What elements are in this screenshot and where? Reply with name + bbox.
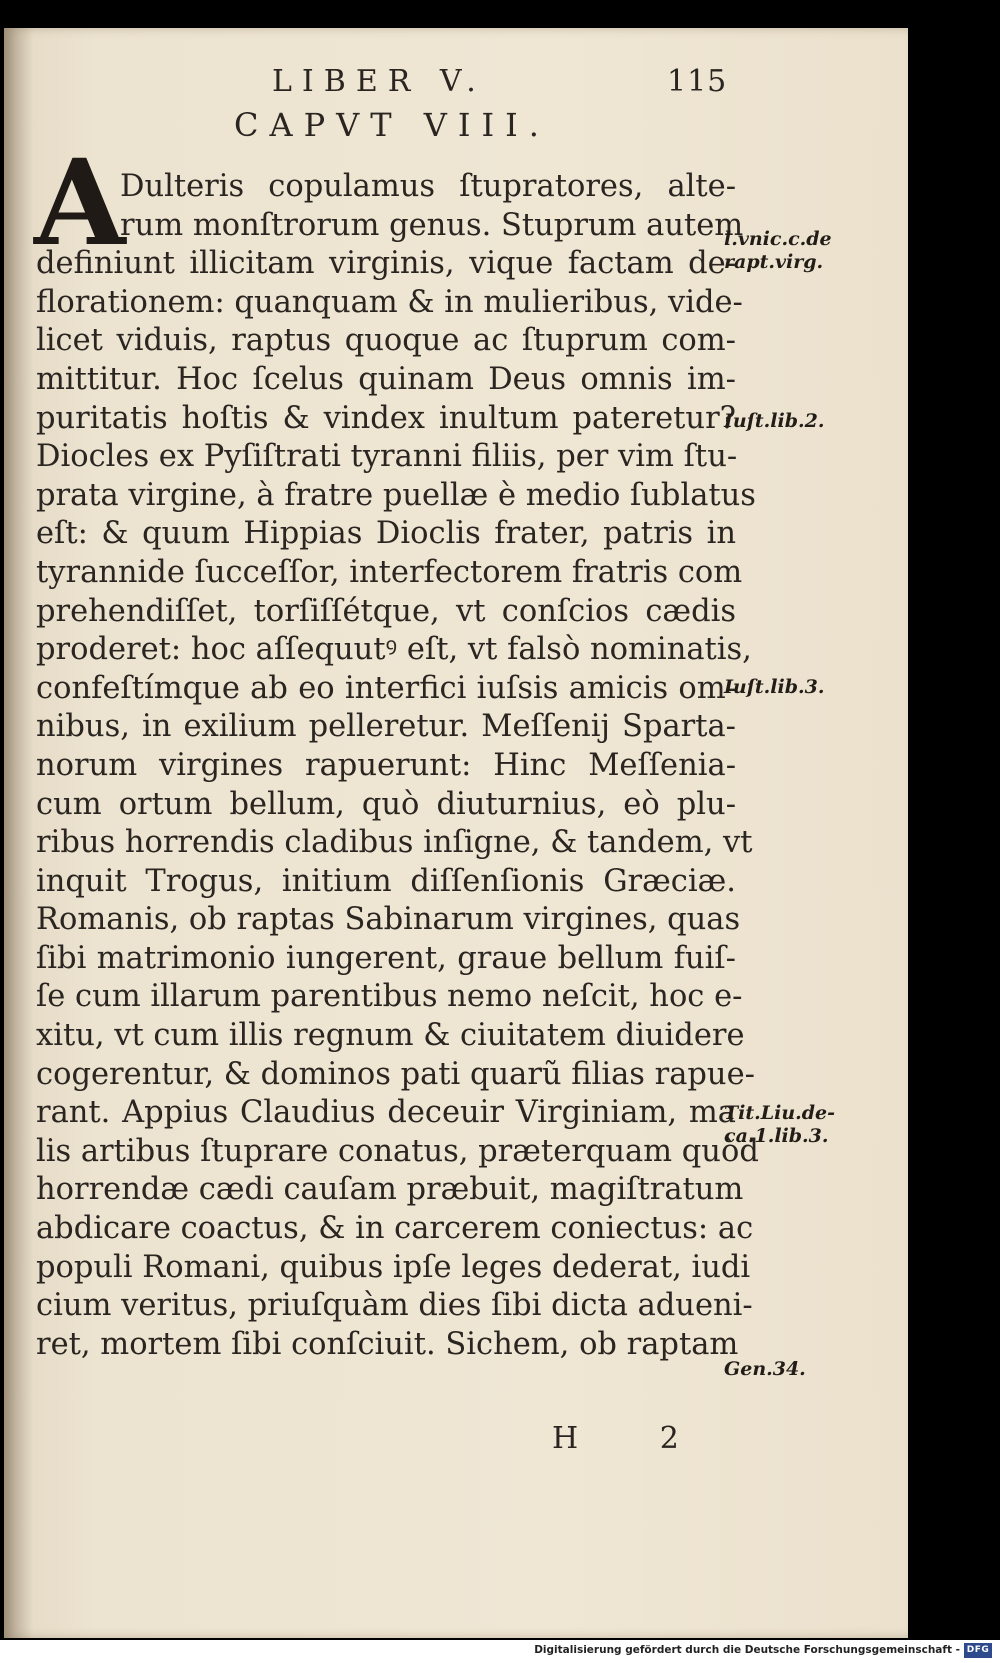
book-page <box>4 28 908 1638</box>
footer-bar <box>0 1640 1000 1663</box>
text-line: cium veritus, priuſquàm dies ſibi dicta adueni- <box>36 1288 753 1324</box>
text-line: lis artibus ſtuprare conatus, præterquam quòd <box>36 1133 759 1169</box>
text-line: tyrannide ſucceſſor, interfectorem fratris com <box>36 554 743 590</box>
text-line: inquit Trogus, initium diſſenſionis Græciæ. <box>36 863 736 899</box>
text-line: norum virgines rapuerunt: Hinc Meſſenia- <box>36 747 736 783</box>
text-line: nibus, in exilium pelleretur. Meſſenij Sparta- <box>36 709 736 745</box>
text-line: populi Romani, quibus ipſe leges dederat, iudi <box>36 1249 751 1285</box>
text-line: xitu, vt cum illis regnum & ciuitatem diuidere <box>36 1018 745 1054</box>
text-line: prata virgine, à fratre puellæ è medio ſublatus <box>36 477 756 513</box>
text-line: florationem: quanquam & in mulieribus, vide- <box>36 284 743 320</box>
text-line: ribus horrendis cladibus inſigne, & tandem, vt <box>36 825 753 861</box>
text-line: definiunt illicitam virginis, vique factam de- <box>36 246 736 282</box>
dfg-logo: DFG <box>964 1643 992 1658</box>
text-line: ſibi matrimonio iungerent, graue bellum fuiſ- <box>36 940 736 976</box>
page-number: 115 <box>667 64 728 99</box>
drop-cap: A <box>34 133 126 272</box>
marginal-note: Iuſt.lib.3. <box>724 676 825 698</box>
text-line: mittitur. Hoc ſcelus quinam Deus omnis im- <box>36 361 736 397</box>
text-line: puritatis hoſtis & vindex inultum pateretur? <box>36 400 736 436</box>
text-line: ſe cum illarum parentibus nemo neſcit, hoc e- <box>36 979 743 1015</box>
text-line: Dulteris copulamus ſtupratores, alte- <box>120 169 736 204</box>
running-head: LIBER V. <box>272 64 486 99</box>
text-line: rum monſtrorum genus. Stuprum autem <box>120 207 744 243</box>
text-line: horrendæ cædi cauſam præbuit, magiſtratum <box>36 1172 744 1208</box>
text-line: licet viduis, raptus quoque ac ſtuprum com- <box>36 323 736 359</box>
text-line: cogerentur, & dominos pati quarũ filias rapue- <box>36 1056 755 1092</box>
body-text <box>36 168 759 1364</box>
text-line: Diocles ex Pyſiſtrati tyranni filiis, per vim ſtu- <box>36 439 738 475</box>
funding-credit: Digitalisierung gefördert durch die Deutsche Forschungsgemeinschaft - <box>534 1644 960 1656</box>
text-line: eſt: & quum Hippias Dioclis frater, patris in <box>36 516 736 552</box>
text-line: Romanis, ob raptas Sabinarum virgines, quas <box>36 902 741 938</box>
marginal-note: l.vnic.c.de rapt.virg. <box>724 228 832 273</box>
marginal-note: Iuſt.lib.2. <box>724 410 825 432</box>
text-line: rant. Appius Claudius deceuir Virginiam, ma <box>36 1095 736 1131</box>
text-line: prehendiſſet, torſiſſétque, vt conſcios cædis <box>36 593 736 629</box>
text-line: confeſtímque ab eo interfici iuſsis amicis om- <box>36 670 736 706</box>
marginal-note: Gen.34. <box>724 1358 806 1380</box>
text-line: ret, mortem ſibi conſciuit. Sichem, ob raptam <box>36 1326 739 1362</box>
text-line: abdicare coactus, & in carcerem coniectus: ac <box>36 1211 754 1247</box>
marginal-note: Tit.Liu.de- ca.1.lib.3. <box>724 1102 836 1147</box>
text-line: cum ortum bellum, quò diuturnius, eò plu- <box>36 786 736 822</box>
text-line: proderet: hoc aſſequutꝰ eſt, vt falsò nominatis, <box>36 632 752 668</box>
chapter-heading: CAPVT VIII. <box>234 106 550 144</box>
signature-mark: H 2 <box>552 1421 715 1456</box>
